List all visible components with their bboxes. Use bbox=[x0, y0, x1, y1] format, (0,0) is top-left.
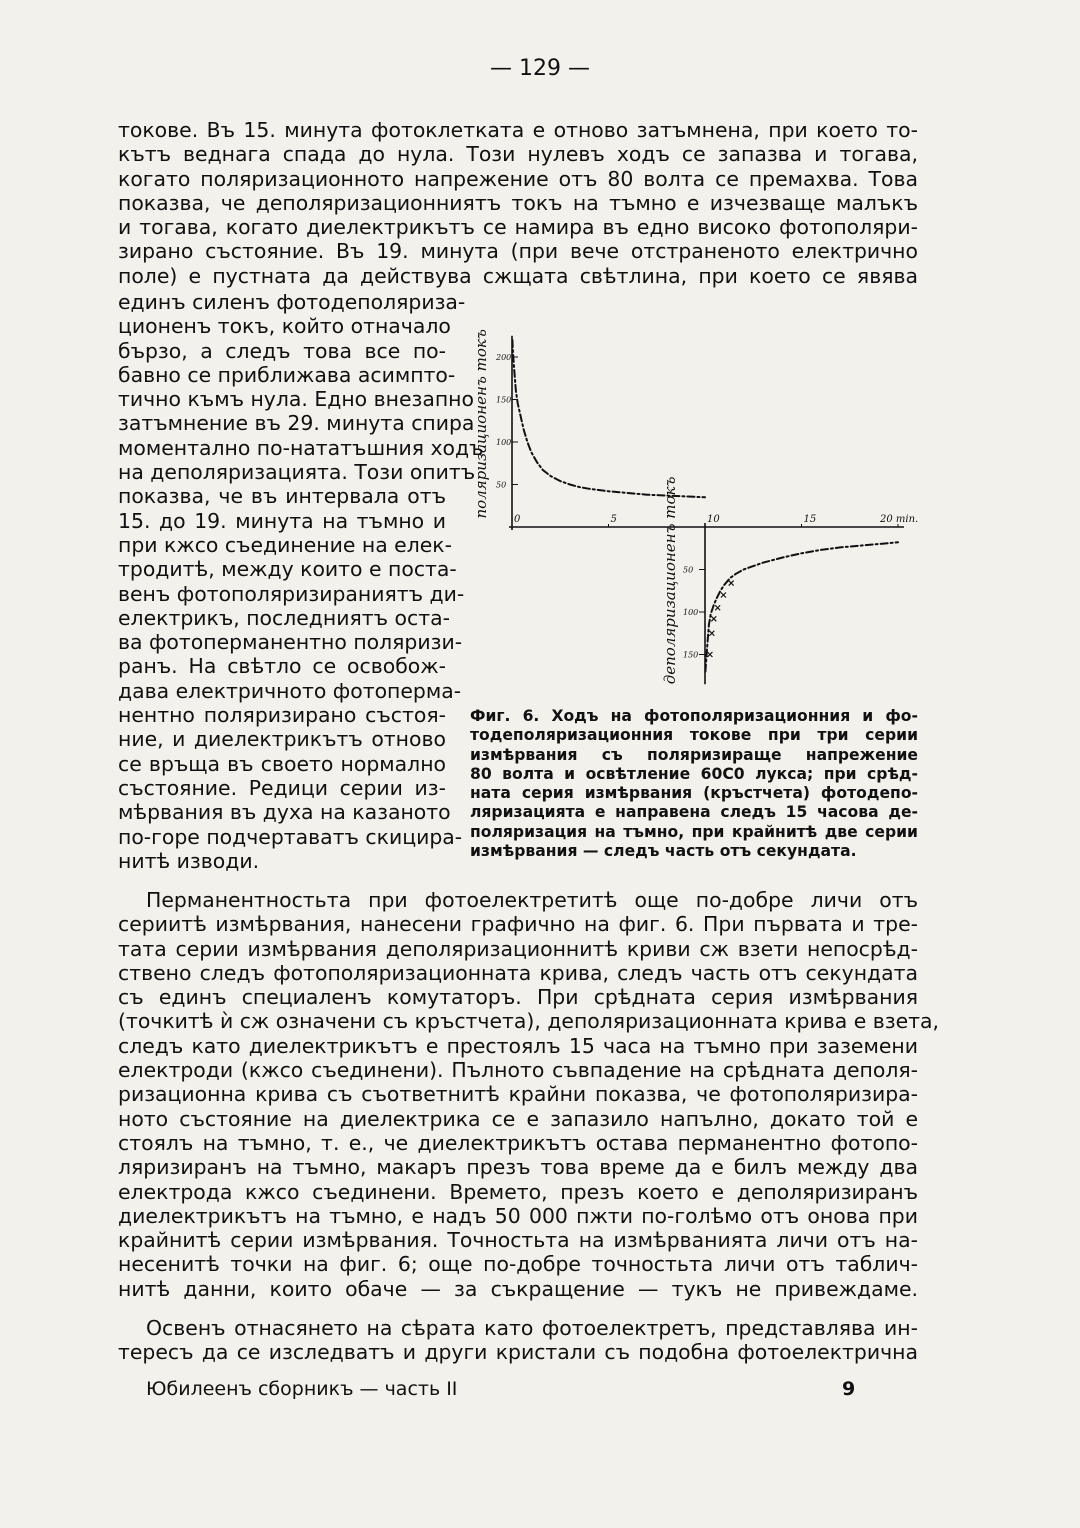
lower-tick-label: 150 bbox=[683, 650, 699, 660]
text-line: електроди (кжсо съединени). Пълното съвпадение на срѣдната деполя- bbox=[118, 1058, 918, 1083]
text-line: мѣрвания въ духа на казаното bbox=[118, 800, 451, 825]
footer-signature: 9 bbox=[842, 1378, 856, 1400]
caption-line: ляризацията е направена следъ 15 часова де- bbox=[470, 803, 918, 822]
left-column-text bbox=[118, 290, 484, 873]
text-line: крайнитѣ серии измѣрвания. Точностьта на измѣрванията личи отъ на- bbox=[118, 1228, 918, 1253]
cross-marker bbox=[711, 616, 716, 621]
caption-line: Фиг. 6. Ходъ на фотополяризационния и фо- bbox=[470, 707, 918, 725]
upper-tick-label: 50 bbox=[496, 480, 507, 490]
series-depolarization-line bbox=[705, 542, 898, 671]
lower-y-axis-label: деполяризационенъ токъ bbox=[661, 476, 679, 685]
text-line: ва фотоперманентно поляризи- bbox=[118, 630, 463, 655]
x-tick-label: 15 bbox=[803, 514, 817, 525]
caption-line: тодеполяризационния токове при три серии bbox=[470, 726, 918, 745]
figure-6-chart bbox=[470, 300, 920, 702]
text-line: ризационна крива съ съответнитѣ крайни показва, че фотополяризира- bbox=[118, 1082, 918, 1107]
text-line: сериитѣ измѣрвания, нанесени графично на фиг. 6. При първата и тре- bbox=[118, 912, 918, 937]
text-line: тично къмъ нула. Едно внезапно bbox=[118, 387, 474, 412]
text-line: ното състояние на диелектрика се е запазило напълно, докато той е bbox=[118, 1106, 918, 1131]
lower-tick-label: 50 bbox=[683, 565, 694, 575]
text-line: кътъ веднага спада до нула. Този нулевъ ходъ се запазва и тогава, bbox=[118, 142, 918, 167]
text-line: ционенъ токъ, който отначало bbox=[118, 314, 451, 339]
text-line: дава електричното фотоперма- bbox=[118, 678, 462, 703]
paragraph-2 bbox=[118, 888, 940, 1301]
text-line: се връща въ своето нормално bbox=[118, 751, 446, 776]
caption-line: 80 волта и освѣтление 60С0 лукса; при срѣд- bbox=[470, 764, 918, 783]
caption-line: измѣрвания — следъ часть отъ секундата. bbox=[470, 842, 857, 861]
text-line: токове. Въ 15. минута фотоклетката е отново затъмнена, при което то- bbox=[118, 118, 918, 142]
text-line: нентно поляризирано състоя- bbox=[118, 703, 446, 728]
cross-marker bbox=[715, 605, 720, 610]
series-polarization-line bbox=[512, 340, 705, 497]
page-number: — 129 — bbox=[490, 56, 590, 81]
paragraph-top bbox=[118, 118, 918, 288]
footer-title: Юбилеенъ сборникъ — часть II bbox=[146, 1378, 458, 1400]
text-line: поле) е пустната да действува сжщата свѣтлина, при което се явява bbox=[118, 263, 918, 288]
text-line: при кжсо съединение на елек- bbox=[118, 532, 452, 557]
text-line: (точкитѣ ѝ сж означени съ кръстчета), деполяризационната крива е взета, bbox=[118, 1009, 940, 1034]
text-line: показва, че деполяризационниятъ токъ на тъмно е изчезваще малъкъ bbox=[118, 190, 918, 215]
caption-line: измѣрвания съ поляризираще напрежение bbox=[470, 745, 918, 764]
text-line: и тогава, когато диелектрикътъ се намира въ едно високо фотополяри- bbox=[118, 215, 918, 240]
text-line: диелектрикътъ на тъмно, е надъ 50 000 пжти по-голѣмо отъ онова при bbox=[118, 1203, 918, 1228]
text-line: нитѣ данни, които обаче — за съкращение — тукъ не привеждаме. bbox=[118, 1276, 918, 1301]
paragraph-3 bbox=[118, 1316, 918, 1365]
x-tick-label: 0 bbox=[514, 514, 521, 525]
text-line: стоялъ на тъмно, т. е., че диелектрикътъ остава перманентно фотопо- bbox=[118, 1130, 918, 1155]
cross-marker bbox=[707, 652, 712, 657]
cross-marker bbox=[709, 631, 714, 636]
text-line: затъмнение въ 29. минута спира bbox=[118, 411, 475, 436]
text-line: тродитѣ, между които е поста- bbox=[118, 557, 457, 582]
text-line: състояние. Редици серии из- bbox=[118, 775, 446, 800]
text-line: тересъ да се изследватъ и други кристали съ подобна фотоелектрична bbox=[118, 1340, 918, 1365]
text-line: електрикъ, последниятъ оста- bbox=[118, 605, 450, 630]
text-line: тата серии измѣрвания деполяризационнитѣ криви сж взети непосрѣд- bbox=[118, 936, 918, 961]
text-line: зирано състояние. Въ 19. минута (при вече отстраненото електрично bbox=[118, 239, 918, 264]
x-tick-label: 5 bbox=[610, 514, 617, 525]
text-line: бавно се приближава асимпто- bbox=[118, 362, 456, 387]
caption-line: поляризация на тъмно, при крайнитѣ две серии bbox=[470, 822, 918, 841]
text-line: съ единъ специаленъ комутаторъ. При срѣдната серия измѣрвания bbox=[118, 985, 918, 1010]
lower-tick-label: 100 bbox=[683, 608, 699, 617]
text-line: показва, че въ интервала отъ bbox=[118, 484, 446, 509]
upper-y-axis-label: поляризационенъ токъ bbox=[472, 329, 490, 519]
text-line: електрода кжсо съединени. Времето, презъ което е деполяризиранъ bbox=[118, 1179, 918, 1204]
text-line: венъ фотополяризираниятъ ди- bbox=[118, 581, 465, 606]
cross-marker bbox=[721, 593, 726, 598]
text-line: ствено следъ фотополяризационната крива, следъ часть отъ секундата bbox=[118, 960, 918, 985]
text-line: ляризиранъ на тъмно, макаръ презъ това време да е билъ между два bbox=[118, 1155, 918, 1180]
cross-marker bbox=[729, 581, 734, 586]
upper-tick-label: 200 bbox=[496, 353, 512, 362]
text-line: несенитѣ точки на фиг. 6; още по-добре точностьта личи отъ таблич- bbox=[118, 1252, 918, 1277]
text-line: следъ като диелектрикътъ е престоялъ 15 часа на тъмно при заземени bbox=[118, 1033, 918, 1058]
x-tick-label: 20 min. bbox=[880, 514, 919, 525]
upper-tick-label: 100 bbox=[496, 438, 512, 447]
text-line: Освенъ отнасянето на сѣрата като фотоелектретъ, представлява ин- bbox=[146, 1316, 918, 1340]
text-line: бързо, а следъ това все по- bbox=[118, 338, 446, 363]
text-line: когато поляризационното напрежение отъ 80 волта се премахва. Това bbox=[118, 166, 918, 191]
text-line: ранъ. На свѣтло се освобож- bbox=[118, 654, 446, 679]
caption-line: ната серия измѣрвания (кръстчета) фотодепо- bbox=[470, 784, 918, 803]
figure-caption bbox=[470, 707, 918, 861]
text-line: 15. до 19. минута на тъмно и bbox=[118, 508, 446, 533]
text-line: моментално по-нататъшния ходъ bbox=[118, 435, 484, 460]
text-line: по-горе подчертаватъ скицира- bbox=[118, 824, 463, 849]
x-tick-label: 10 bbox=[707, 514, 720, 525]
text-line: единъ силенъ фотодеполяриза- bbox=[118, 290, 466, 314]
text-line: на деполяризацията. Този опитъ bbox=[118, 460, 476, 485]
upper-tick-label: 150 bbox=[496, 395, 512, 405]
text-line: Перманентностьта при фотоелектретитѣ още по-добре личи отъ bbox=[146, 888, 918, 912]
text-line: нитѣ изводи. bbox=[118, 848, 260, 873]
text-line: ние, и диелектрикътъ отново bbox=[118, 727, 446, 752]
